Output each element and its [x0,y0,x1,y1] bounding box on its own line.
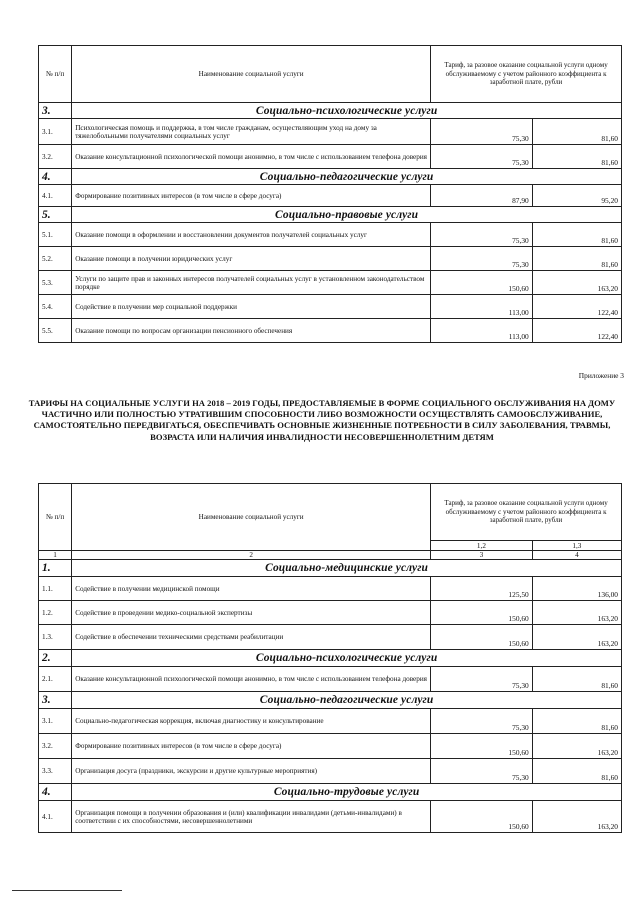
row-number: 4.1. [39,185,72,207]
table-row [39,319,622,343]
section-number: 4. [39,784,72,801]
section-row [39,784,622,801]
table-row [39,577,622,601]
section-title: Социально-медицинские услуги [72,560,622,577]
tariff-value-1: 150,60 [431,625,533,650]
column-index-4: 4 [532,551,621,560]
coefficient-1-3: 1,3 [532,541,621,551]
row-number: 5.3. [39,271,72,295]
service-name: Организация помощи в получении образования и (или) квалификации инвалидами (детьми-инвалидами) в соответствии с их способностями, несовершеннолетними [72,801,431,833]
section-number: 2. [39,650,72,667]
row-number: 3.2. [39,145,72,169]
tariff-value-2: 163,20 [532,625,621,650]
table-row [39,223,622,247]
col-header-number: № п/п [39,484,72,551]
table-row [39,709,622,734]
table-row [39,247,622,271]
row-number: 1.3. [39,625,72,650]
footnote-divider [12,890,122,891]
row-number: 4.1. [39,801,72,833]
tariff-value-2: 81,60 [532,759,621,784]
tariff-value-1: 150,60 [431,601,533,625]
section-row [39,169,622,185]
table-row [39,734,622,759]
tariff-value-2: 81,60 [532,145,621,169]
row-number: 1.1. [39,577,72,601]
tariff-value-2: 163,20 [532,271,621,295]
section-row [39,207,622,223]
section-row [39,560,622,577]
row-number: 2.1. [39,667,72,692]
service-name: Содействие в проведении медико-социальной экспертизы [72,601,431,625]
section-title: Социально-педагогические услуги [72,169,622,185]
service-name: Оказание консультационной психологической помощи анонимно, в том числе с использованием телефона доверия [72,667,431,692]
service-name: Оказание помощи по вопросам организации пенсионного обеспечения [72,319,431,343]
tariff-value-2: 122,40 [532,295,621,319]
tariff-value-2: 163,20 [532,734,621,759]
row-number: 5.4. [39,295,72,319]
row-number: 5.2. [39,247,72,271]
col-header-tariff: Тариф, за разовое оказание социальной услуги одному обслуживаемому с учетом районного коэффициента к заработной плате, рубли [431,484,622,541]
row-number: 5.5. [39,319,72,343]
service-name: Оказание помощи в получении юридических услуг [72,247,431,271]
col-header-service-name: Наименование социальной услуги [72,484,431,551]
section-number: 1. [39,560,72,577]
tariff-value-1: 113,00 [431,295,533,319]
section-row [39,692,622,709]
table-row [39,667,622,692]
page-title: ТАРИФЫ НА СОЦИАЛЬНЫЕ УСЛУГИ НА 2018 – 2019 ГОДЫ, ПРЕДОСТАВЛЯЕМЫЕ В ФОРМЕ СОЦИАЛЬНОГО ОБСЛУЖИВАНИЯ НА ДОМУ ЧАСТИЧНО ИЛИ ПОЛНОСТЬЮ УТРАТИВШИМ СПОСОБНОСТИ ЛИБО ВОЗМОЖНОСТИ ОСУЩЕСТВЛЯТЬ САМООБСЛУЖИВАНИЕ, САМОСТОЯТЕЛЬНО ПЕРЕДВИГАТЬСЯ, ОБЕСПЕЧИВАТЬ ОСНОВНЫЕ ЖИЗНЕННЫЕ ПОТРЕБНОСТИ В СИЛУ ЗАБОЛЕВАНИЯ, ТРАВМЫ, ВОЗРАСТА ИЛИ НАЛИЧИЯ ИНВАЛИДНОСТИ НЕСОВЕРШЕННОЛЕТНИМ ДЕТЯМ [28,398,616,442]
row-number: 3.1. [39,709,72,734]
service-name: Оказание консультационной психологической помощи анонимно, в том числе с использованием телефона доверия [72,145,431,169]
table-row [39,145,622,169]
section-title: Социально-психологические услуги [72,650,622,667]
section-title: Социально-правовые услуги [72,207,622,223]
coefficient-1-2: 1,2 [431,541,533,551]
tariff-value-1: 150,60 [431,801,533,833]
row-number: 3.2. [39,734,72,759]
tariff-value-1: 75,30 [431,667,533,692]
tariff-value-2: 81,60 [532,223,621,247]
col-header-number: № п/п [39,46,72,103]
col-header-service-name: Наименование социальной услуги [72,46,431,103]
service-name: Услуги по защите прав и законных интересов получателей социальных услуг в установленном законодательством порядке [72,271,431,295]
row-number: 3.3. [39,759,72,784]
tariff-value-2: 163,20 [532,601,621,625]
section-title: Социально-педагогические услуги [72,692,622,709]
tariff-value-2: 81,60 [532,119,621,145]
service-name: Содействие в получении мер социальной поддержки [72,295,431,319]
tariff-table-continued [38,45,622,343]
table-row [39,185,622,207]
tariff-value-2: 163,20 [532,801,621,833]
section-title: Социально-психологические услуги [72,103,622,119]
tariff-value-2: 95,20 [532,185,621,207]
table-row [39,759,622,784]
section-number: 3. [39,692,72,709]
tariff-value-1: 75,30 [431,223,533,247]
section-title: Социально-трудовые услуги [72,784,622,801]
column-index-2: 2 [72,551,431,560]
service-name: Психологическая помощь и поддержка, в том числе гражданам, осуществляющим уход на дому за тяжелобольными получателями социальных услуг [72,119,431,145]
service-name: Содействие в получении медицинской помощи [72,577,431,601]
service-name: Формирование позитивных интересов (в том числе в сфере досуга) [72,185,431,207]
section-number: 3. [39,103,72,119]
tariff-value-2: 136,00 [532,577,621,601]
tariff-value-1: 75,30 [431,247,533,271]
table-row [39,295,622,319]
service-name: Социально-педагогическая коррекция, включая диагностику и консультирование [72,709,431,734]
tariff-value-1: 113,00 [431,319,533,343]
service-name: Содействие в обеспечении техническими средствами реабилитации [72,625,431,650]
appendix-label: Приложение 3 [578,371,624,380]
service-name: Формирование позитивных интересов (в том числе в сфере досуга) [72,734,431,759]
tariff-value-1: 75,30 [431,145,533,169]
col-header-tariff: Тариф, за разовое оказание социальной услуги одному обслуживаемому с учетом районного коэффициента к заработной плате, рубли [431,46,622,103]
table-row [39,625,622,650]
tariff-value-1: 75,30 [431,759,533,784]
tariff-value-1: 75,30 [431,119,533,145]
tariff-value-2: 122,40 [532,319,621,343]
column-index-1: 1 [39,551,72,560]
table-row [39,271,622,295]
tariff-value-1: 150,60 [431,734,533,759]
tariff-table-minors [38,483,622,833]
tariff-value-1: 150,60 [431,271,533,295]
service-name: Организация досуга (праздники, экскурсии и другие культурные мероприятия) [72,759,431,784]
section-row [39,103,622,119]
row-number: 1.2. [39,601,72,625]
tariff-value-2: 81,60 [532,709,621,734]
tariff-value-2: 81,60 [532,667,621,692]
row-number: 5.1. [39,223,72,247]
section-number: 4. [39,169,72,185]
table-row [39,801,622,833]
row-number: 3.1. [39,119,72,145]
tariff-value-1: 75,30 [431,709,533,734]
tariff-value-1: 87,90 [431,185,533,207]
table-row [39,119,622,145]
section-row [39,650,622,667]
tariff-value-2: 81,60 [532,247,621,271]
table-row [39,601,622,625]
section-number: 5. [39,207,72,223]
column-index-3: 3 [431,551,533,560]
tariff-value-1: 125,50 [431,577,533,601]
service-name: Оказание помощи в оформлении и восстановлении документов получателей социальных услуг [72,223,431,247]
